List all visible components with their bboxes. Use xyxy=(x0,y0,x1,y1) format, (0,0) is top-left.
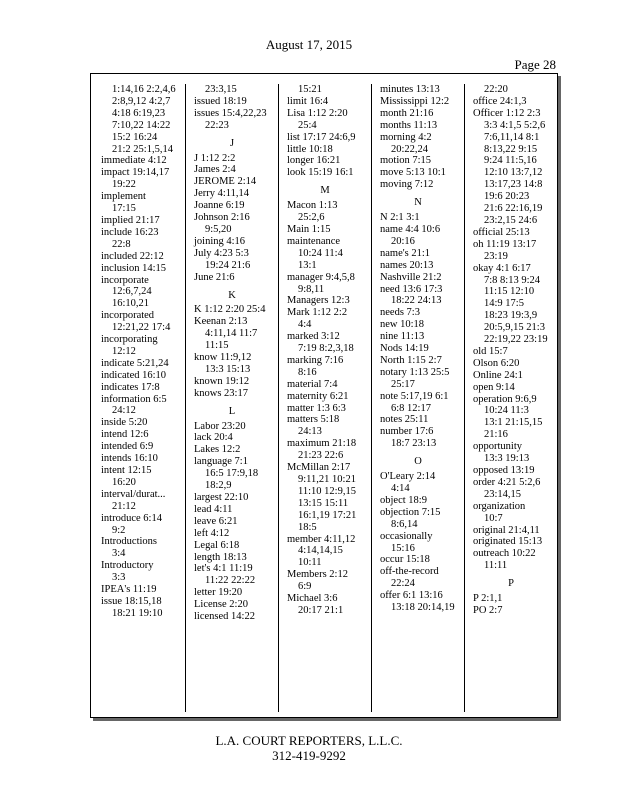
index-entry-line: 3:3 xyxy=(112,572,126,584)
index-entry-line: Johnson 2:16 xyxy=(194,212,250,224)
index-entry-line: original 21:4,11 xyxy=(473,524,540,536)
index-entry-line: left 4:12 xyxy=(194,527,230,539)
index-entry-line: 4:11,14 11:7 xyxy=(205,328,258,340)
index-entry-line: 11:10 12:9,15 xyxy=(298,485,356,497)
index-entry-line: 22:24 xyxy=(391,578,415,590)
index-entry-line: office 24:1,3 xyxy=(473,95,527,107)
index-entry-line: 7:19 8:2,3,18 xyxy=(298,343,354,355)
index-entry-line: 13:1 xyxy=(298,259,317,271)
index-entry-line: 15:2 16:24 xyxy=(112,131,158,143)
index-entry-line: look 15:19 16:1 xyxy=(287,167,354,179)
index-entry-line: Managers 12:3 xyxy=(287,295,350,307)
index-entry-line: 17:15 xyxy=(112,203,136,215)
index-entry-line: maximum 21:18 xyxy=(287,438,357,450)
index-entry-line: 22:20 xyxy=(484,84,508,95)
index-entry-line: incorporated xyxy=(101,310,155,322)
index-entry-line: maternity 6:21 xyxy=(287,390,349,402)
index-entry-line: 18:2,9 xyxy=(205,480,232,492)
index-entry-line: lead 4:11 xyxy=(194,503,233,515)
index-entry-line: 16:20 xyxy=(112,476,136,488)
index-entry-line: nine 11:13 xyxy=(380,331,425,343)
index-entry-line: 1:14,16 2:2,4,6 xyxy=(112,84,176,95)
index-column-3 xyxy=(278,84,371,712)
index-entry-line: implement xyxy=(101,191,146,203)
index-entry-line: months 11:13 xyxy=(380,119,438,131)
index-entry-line: length 18:13 xyxy=(194,551,247,563)
index-entry-line: member 4:11,12 xyxy=(287,533,356,545)
footer-phone: 312-419-9292 xyxy=(272,748,346,763)
index-entry-line: know 11:9,12 xyxy=(194,352,252,364)
index-entry-line: inside 5:20 xyxy=(101,417,148,429)
index-entry-line: 14:9 17:5 xyxy=(484,298,524,310)
index-frame xyxy=(90,73,558,718)
index-entry-line: object 18:9 xyxy=(380,494,427,506)
index-entry-line: O'Leary 2:14 xyxy=(380,471,436,483)
index-entry-line: let's 4:1 11:19 xyxy=(194,563,253,575)
index-entry-line: Jerry 4:11,14 xyxy=(194,188,250,200)
index-entry-line: 16:5 17:9,18 xyxy=(205,468,259,480)
index-entry-line: 8:6,14 xyxy=(391,518,418,530)
index-entry-line: opposed 13:19 xyxy=(473,465,535,476)
index-entry-line: official 25:13 xyxy=(473,226,530,238)
index-entry-line: intends 16:10 xyxy=(101,453,158,465)
index-entry-line: 7:6,11,14 8:1 xyxy=(484,131,540,143)
index-entry-line: manager 9:4,5,8 xyxy=(287,271,355,283)
index-entry-line: maintenance xyxy=(287,235,341,247)
index-entry-line: 9:2 xyxy=(112,524,126,536)
index-entry-line: incorporating xyxy=(101,334,158,346)
index-entry-line: 20:17 21:1 xyxy=(298,604,344,616)
index-entry-line: 21:12 xyxy=(112,500,136,512)
index-entry-line: 11:22 22:22 xyxy=(205,575,256,587)
index-entry-line: 11:15 12:10 xyxy=(484,286,535,298)
index-entry-line: need 13:6 17:3 xyxy=(380,283,443,295)
index-entry-line: inclusion 14:15 xyxy=(101,262,167,274)
index-entry-line: needs 7:3 xyxy=(380,307,420,319)
index-entry-line: 13:18 20:14,19 xyxy=(391,602,455,614)
index-entry-line: okay 4:1 6:17 xyxy=(473,262,531,274)
index-entry-line: Officer 1:12 2:3 xyxy=(473,107,541,119)
index-entry-line: month 21:16 xyxy=(380,107,434,119)
index-entry-line: included 22:12 xyxy=(101,250,164,262)
index-entry-line: lack 20:4 xyxy=(194,432,233,444)
index-entry-line: Legal 6:18 xyxy=(194,539,240,551)
index-entry-line: joining 4:16 xyxy=(194,235,246,247)
index-entry-line: leave 6:21 xyxy=(194,515,238,527)
index-entry-line: 8:13,22 9:15 xyxy=(484,143,538,155)
index-entry-line: indicates 17:8 xyxy=(101,381,160,393)
index-entry-line: JEROME 2:14 xyxy=(194,176,257,188)
index-entry-line: interval/durat... xyxy=(101,488,166,500)
index-entry-line: motion 7:15 xyxy=(380,155,432,167)
index-entry-line: notes 25:11 xyxy=(380,414,429,426)
index-entry-line: indicate 5:21,24 xyxy=(101,357,169,369)
index-entry-line: 23:2,15 24:6 xyxy=(484,214,538,226)
index-entry-line: 3:4 xyxy=(112,548,126,560)
index-entry-line: 6:9 xyxy=(298,581,312,593)
index-column-1 xyxy=(91,84,185,712)
index-entry-line: Labor 23:20 xyxy=(194,420,246,432)
index-entry-line: list 17:17 24:6,9 xyxy=(287,131,356,143)
index-entry-line: Michael 3:6 xyxy=(287,593,338,605)
index-entry-line: 25:17 xyxy=(391,378,415,390)
index-entry-line: marked 3:12 xyxy=(287,331,340,343)
index-entry-line: 12:21,22 17:4 xyxy=(112,322,171,334)
index-entry-line: introduce 6:14 xyxy=(101,512,162,524)
index-entry-line: 11:15 xyxy=(205,340,229,352)
index-entry-line: little 10:18 xyxy=(287,143,333,155)
index-entry-line: issues 15:4,22,23 xyxy=(194,107,267,119)
index-entry-line: incorporate xyxy=(101,274,149,286)
index-letter-heading: L xyxy=(228,405,236,417)
index-entry-line: 7:8 8:13 9:24 xyxy=(484,274,541,286)
index-entry-line: outreach 10:22 xyxy=(473,548,536,560)
index-entry-line: 16:10,21 xyxy=(112,298,150,310)
index-entry-line: organization xyxy=(473,500,526,512)
index-column-5 xyxy=(464,84,557,712)
index-entry-line: 10:11 xyxy=(298,557,322,569)
index-entry-line: 23:19 xyxy=(484,250,508,262)
index-entry-line: limit 16:4 xyxy=(287,95,329,107)
index-entry-line: K 1:12 2:20 25:4 xyxy=(194,304,266,316)
index-entry-line: letter 19:20 xyxy=(194,587,243,599)
index-entry-line: Introductions xyxy=(101,536,157,548)
index-entry-line: 20:16 xyxy=(391,235,415,247)
index-entry-line: Joanne 6:19 xyxy=(194,200,245,212)
index-entry-line: 18:5 xyxy=(298,521,317,533)
index-entry-line: 25:2,6 xyxy=(298,212,325,224)
index-letter-heading: O xyxy=(414,456,422,468)
index-entry-line: minutes 13:13 xyxy=(380,84,440,95)
index-entry-line: Online 24:1 xyxy=(473,369,523,381)
index-entry-line: Members 2:12 xyxy=(287,569,348,581)
index-entry-line: 4:18 6:19,23 xyxy=(112,107,166,119)
index-entry-line: McMillan 2:17 xyxy=(287,462,351,474)
index-entry-line: offer 6:1 13:16 xyxy=(380,590,443,602)
index-entry-line: 21:2 25:1,5,14 xyxy=(112,143,173,155)
index-entry-line: name 4:4 10:6 xyxy=(380,223,441,235)
index-entry-line: open 9:14 xyxy=(473,381,515,393)
index-column-2 xyxy=(185,84,278,712)
index-columns xyxy=(91,84,557,712)
index-entry-line: operation 9:6,9 xyxy=(473,393,537,405)
index-entry-line: 9:24 11:5,16 xyxy=(484,155,537,167)
index-entry-line: note 5:17,19 6:1 xyxy=(380,390,449,402)
index-entry-line: issued 18:19 xyxy=(194,95,247,107)
index-entry-line: 21:23 22:6 xyxy=(298,450,344,462)
index-letter-heading: N xyxy=(414,197,422,209)
index-entry-line: 19:6 20:23 xyxy=(484,191,530,203)
index-entry-line: 20:5,9,15 21:3 xyxy=(484,322,545,334)
index-letter-heading: M xyxy=(320,185,330,197)
index-entry-line: include 16:23 xyxy=(101,226,159,238)
index-entry-line: 10:24 11:4 xyxy=(298,247,343,259)
index-entry-line: move 5:13 10:1 xyxy=(380,167,446,179)
index-entry-line: 23:3,15 xyxy=(205,84,237,95)
index-entry-line: language 7:1 xyxy=(194,456,248,468)
index-entry-line: 16:1,19 17:21 xyxy=(298,509,357,521)
index-entry-line: Nashville 21:2 xyxy=(380,271,442,283)
index-entry-line: 12:6,7,24 xyxy=(112,286,152,298)
index-entry-line: issue 18:15,18 xyxy=(101,595,162,607)
index-entry-line: 10:24 11:3 xyxy=(484,405,529,417)
index-letter-heading: K xyxy=(228,289,236,301)
index-entry-line: 13:3 15:13 xyxy=(205,363,251,375)
index-entry-line: 10:7 xyxy=(484,512,503,524)
index-entry-line: intended 6:9 xyxy=(101,441,154,453)
index-entry-line: June 21:6 xyxy=(194,271,235,283)
index-entry-line: 20:22,24 xyxy=(391,143,429,155)
index-entry-line: occur 15:18 xyxy=(380,554,430,566)
index-entry-line: immediate 4:12 xyxy=(101,155,167,167)
index-entry-line: occasionally xyxy=(380,530,433,542)
index-column-4 xyxy=(371,84,464,712)
index-entry-line: moving 7:12 xyxy=(380,179,434,191)
index-entry-line: Nods 14:19 xyxy=(380,343,429,355)
index-entry-line: 21:6 22:16,19 xyxy=(484,203,543,215)
index-entry-line: 6:8 12:17 xyxy=(391,402,431,414)
index-entry-line: 4:14,14,15 xyxy=(298,545,343,557)
index-entry-line: 19:22 xyxy=(112,179,136,191)
index-entry-line: 22:8 xyxy=(112,238,131,250)
index-entry-line: 3:3 4:1,5 5:2,6 xyxy=(484,119,546,131)
index-entry-line: J 1:12 2:2 xyxy=(194,152,236,164)
index-entry-line: 18:23 19:3,9 xyxy=(484,310,538,322)
footer-company: L.A. COURT REPORTERS, L.L.C. xyxy=(215,733,403,748)
index-entry-line: largest 22:10 xyxy=(194,492,249,503)
index-entry-line: new 10:18 xyxy=(380,319,425,331)
index-entry-line: Keenan 2:13 xyxy=(194,316,248,328)
index-entry-line: 18:22 24:13 xyxy=(391,295,442,307)
index-entry-line: 12:12 xyxy=(112,345,136,357)
index-entry-line: matter 1:3 6:3 xyxy=(287,402,346,414)
index-entry-line: licensed 14:22 xyxy=(194,611,255,623)
index-entry-line: names 20:13 xyxy=(380,259,434,271)
index-entry-line: marking 7:16 xyxy=(287,354,344,366)
index-entry-line: known 19:12 xyxy=(194,375,250,387)
index-entry-line: number 17:6 xyxy=(380,426,434,438)
index-entry-line: material 7:4 xyxy=(287,378,338,390)
index-entry-line: order 4:21 5:2,6 xyxy=(473,476,541,488)
index-entry-line: 7:10,22 14:22 xyxy=(112,119,171,131)
index-entry-line: old 15:7 xyxy=(473,345,508,357)
index-entry-line: 15:16 xyxy=(391,542,415,554)
index-entry-line: 13:15 15:11 xyxy=(298,497,349,509)
index-entry-line: 24:12 xyxy=(112,405,136,417)
index-entry-line: originated 15:13 xyxy=(473,536,543,548)
index-entry-line: 22:19,22 23:19 xyxy=(484,334,548,346)
index-entry-line: morning 4:2 xyxy=(380,131,432,143)
index-entry-line: matters 5:18 xyxy=(287,414,340,426)
index-entry-line: 18:21 19:10 xyxy=(112,607,163,619)
index-entry-line: 9:11,21 10:21 xyxy=(298,474,356,485)
index-entry-line: Main 1:15 xyxy=(287,223,331,235)
index-entry-line: 2:8,9,12 4:2,7 xyxy=(112,95,171,107)
index-entry-line: Lakes 12:2 xyxy=(194,444,241,456)
index-entry-line: 25:4 xyxy=(298,119,317,131)
index-entry-line: July 4:23 5:3 xyxy=(194,247,249,259)
index-entry-line: 24:13 xyxy=(298,426,322,438)
index-entry-line: longer 16:21 xyxy=(287,155,341,167)
index-entry-line: Mississippi 12:2 xyxy=(380,95,450,107)
index-entry-line: 22:23 xyxy=(205,119,229,131)
index-entry-line: Olson 6:20 xyxy=(473,357,520,369)
index-entry-line: 19:24 21:6 xyxy=(205,259,251,271)
index-entry-line: 12:10 13:7,12 xyxy=(484,167,543,179)
index-entry-line: P 2:1,1 xyxy=(473,593,503,605)
index-entry-line: 13:17,23 14:8 xyxy=(484,179,543,191)
index-entry-line: North 1:15 2:7 xyxy=(380,354,442,366)
index-entry-line: information 6:5 xyxy=(101,393,167,405)
index-entry-line: 13:1 21:15,15 xyxy=(484,417,543,429)
index-entry-line: 9:8,11 xyxy=(298,283,325,295)
index-entry-line: off-the-record xyxy=(380,566,439,578)
index-entry-line: impact 19:14,17 xyxy=(101,167,170,179)
index-entry-line: name's 21:1 xyxy=(380,247,431,259)
index-entry-line: 18:7 23:13 xyxy=(391,438,437,450)
index-entry-line: 8:16 xyxy=(298,366,317,378)
index-entry-line: intent 12:15 xyxy=(101,465,152,476)
index-entry-line: 21:16 xyxy=(484,429,508,441)
index-entry-line: indicated 16:10 xyxy=(101,369,167,381)
index-entry-line: IPEA's 11:19 xyxy=(101,584,157,596)
index-entry-line: 9:5,20 xyxy=(205,223,232,235)
index-entry-line: 15:21 xyxy=(298,84,322,95)
header-date: August 17, 2015 xyxy=(265,37,353,52)
index-entry-line: Mark 1:12 2:2 xyxy=(287,307,348,319)
index-entry-line: Macon 1:13 xyxy=(287,200,338,212)
index-entry-line: knows 23:17 xyxy=(194,387,248,399)
index-letter-heading: J xyxy=(229,137,235,149)
index-entry-line: PO 2:7 xyxy=(473,604,503,616)
index-entry-line: notary 1:13 25:5 xyxy=(380,366,450,378)
index-entry-line: 11:11 xyxy=(484,560,508,572)
index-entry-line: implied 21:17 xyxy=(101,214,160,226)
index-entry-line: N 2:1 3:1 xyxy=(380,212,420,224)
index-entry-line: 23:14,15 xyxy=(484,488,522,500)
index-entry-line: 4:14 xyxy=(391,483,410,494)
page-number: Page 28 xyxy=(514,57,556,72)
index-entry-line: Lisa 1:12 2:20 xyxy=(287,107,348,119)
index-entry-line: oh 11:19 13:17 xyxy=(473,238,537,250)
index-entry-line: intend 12:6 xyxy=(101,429,149,441)
index-entry-line: License 2:20 xyxy=(194,599,248,611)
index-entry-line: 4:4 xyxy=(298,319,312,331)
index-entry-line: James 2:4 xyxy=(194,164,236,176)
index-entry-line: 13:3 19:13 xyxy=(484,453,530,465)
index-entry-line: objection 7:15 xyxy=(380,506,441,518)
index-entry-line: opportunity xyxy=(473,441,522,453)
index-letter-heading: P xyxy=(508,578,514,590)
index-entry-line: Introductory xyxy=(101,560,154,572)
